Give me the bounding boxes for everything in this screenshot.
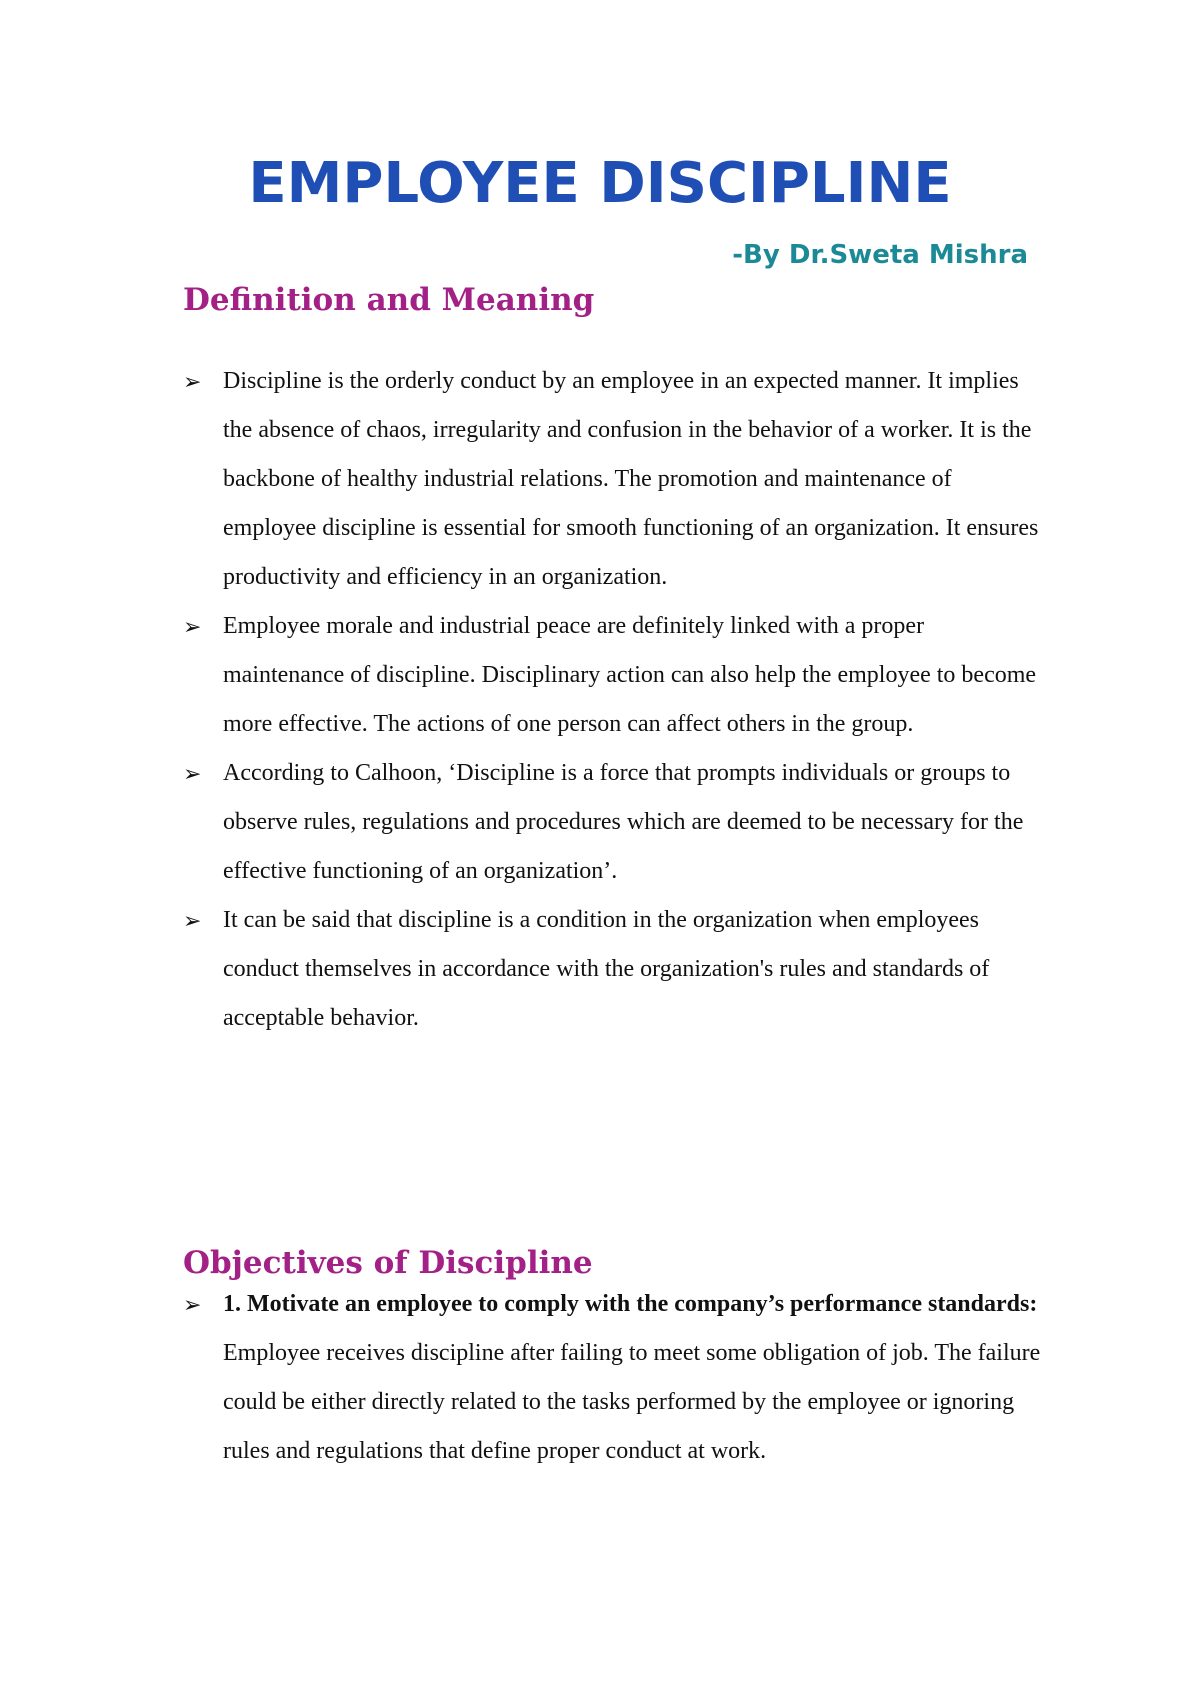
arrow-bullet-icon: ➢ bbox=[183, 908, 202, 933]
objectives-list bbox=[183, 1280, 1043, 1476]
list-item bbox=[183, 1280, 1043, 1476]
list-item-text: Discipline is the orderly conduct by an employee in an expected manner. It implies the absence of chaos, irregularity and confusion in the behavior of a worker. It is the backbone of healthy industrial relations. The promotion and maintenance of employee discipline is essential for smooth functioning of an organization. It ensures productivity and efficiency in an organization. bbox=[223, 368, 1039, 590]
list-item bbox=[183, 602, 1043, 749]
list-item bbox=[183, 896, 1043, 1043]
list-item-text: Employee morale and industrial peace are definitely linked with a proper maintenance of discipline. Disciplinary action can also help the employee to become more effective. The actions of one person can affect others in the group. bbox=[223, 613, 1037, 737]
document-title: EMPLOYEE DISCIPLINE bbox=[248, 151, 952, 216]
author-byline: -By Dr.Sweta Mishra bbox=[732, 240, 1028, 270]
arrow-bullet-icon: ➢ bbox=[183, 1292, 202, 1317]
definition-list bbox=[183, 357, 1043, 1043]
objective-text: Employee receives discipline after failing to meet some obligation of job. The failure could be either directly related to the tasks performed by the employee or ignoring rules and regulations that define proper conduct at work. bbox=[223, 1340, 1041, 1464]
list-item bbox=[183, 749, 1043, 896]
arrow-bullet-icon: ➢ bbox=[183, 614, 202, 639]
objective-title: 1. Motivate an employee to comply with the company’s performance standards: bbox=[223, 1291, 1038, 1317]
arrow-bullet-icon: ➢ bbox=[183, 369, 202, 394]
list-item-text: It can be said that discipline is a condition in the organization when employees conduct themselves in accordance with the organization's rules and standards of acceptable behavior. bbox=[223, 907, 990, 1031]
list-item-text: According to Calhoon, ‘Discipline is a force that prompts individuals or groups to observe rules, regulations and procedures which are deemed to be necessary for the effective functioning of an organization’. bbox=[223, 760, 1024, 884]
section-heading-definition: Definition and Meaning bbox=[183, 282, 595, 318]
section-heading-objectives: Objectives of Discipline bbox=[183, 1245, 593, 1281]
arrow-bullet-icon: ➢ bbox=[183, 761, 202, 786]
list-item bbox=[183, 357, 1043, 602]
